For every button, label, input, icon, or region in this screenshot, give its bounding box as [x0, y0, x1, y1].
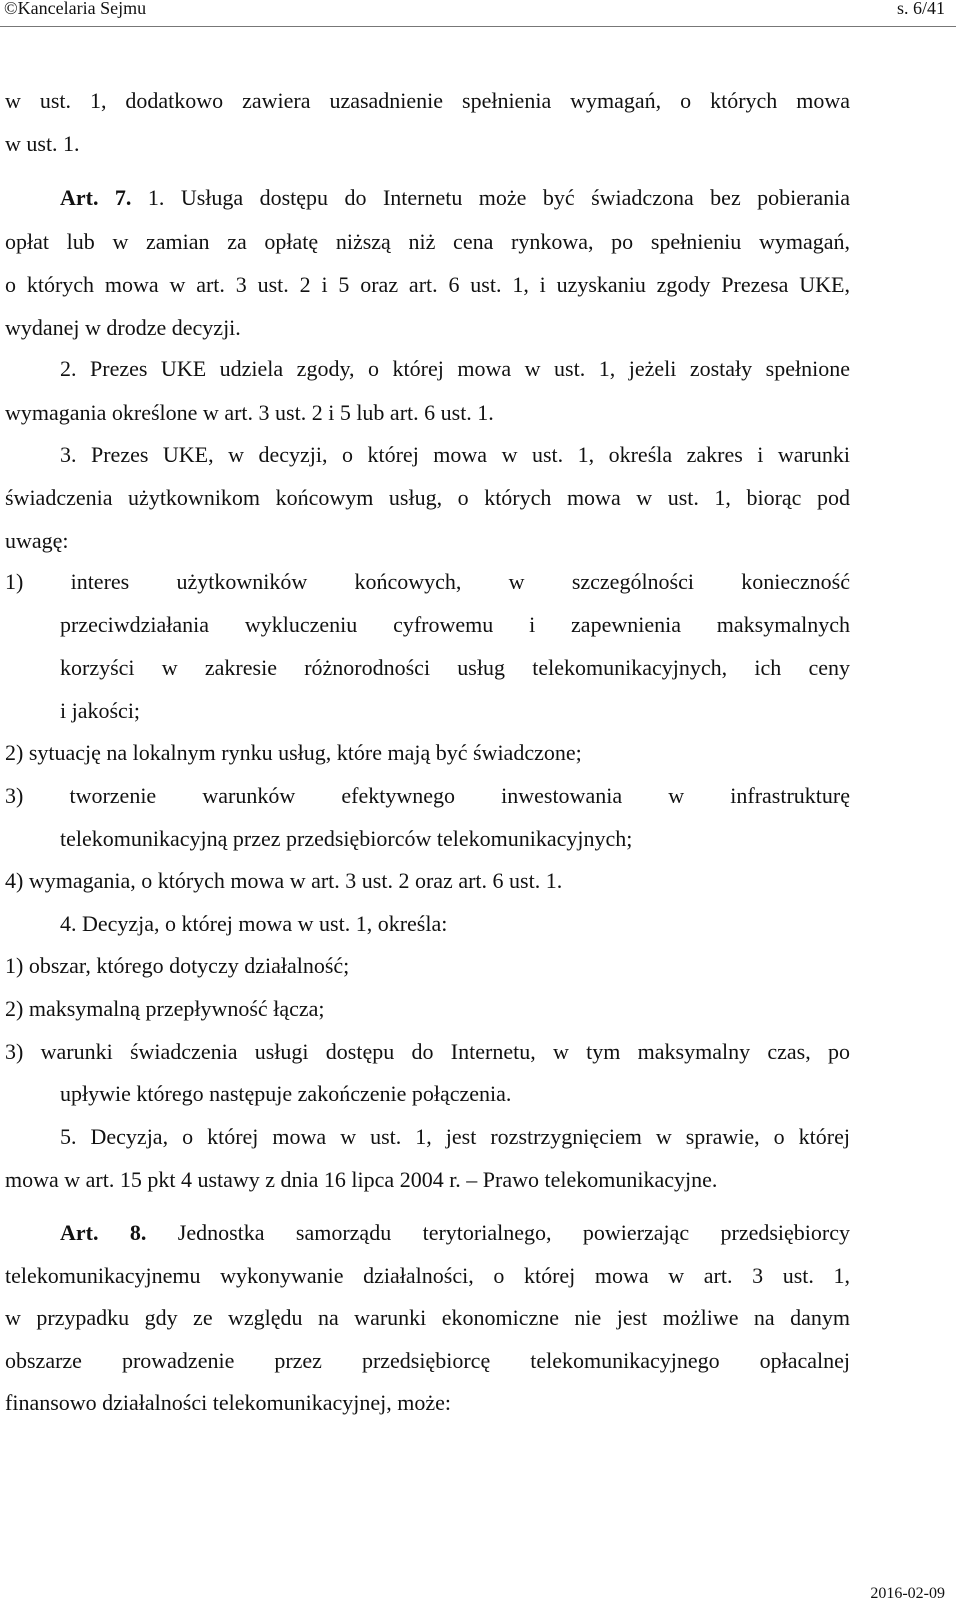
article-7-heading: Art. 7. 1. Usługa dostępu do Internetu może być świadczona bez pobierania [60, 185, 850, 210]
text-line: 3. Prezes UKE, w decyzji, o której mowa w ust. 1, określa zakres i warunki [60, 442, 850, 467]
list-item-continuation: telekomunikacyjną przez przedsiębiorców telekomunikacyjnych; [60, 826, 633, 851]
text-line: w ust. 1, dodatkowo zawiera uzasadnienie spełnienia wymagań, o których mowa [5, 88, 850, 113]
page-number: s. 6/41 [896, 0, 945, 18]
text-line: w przypadku gdy ze względu na warunki ekonomiczne nie jest możliwe na danym [5, 1305, 850, 1330]
article-number: Art. 8. [60, 1220, 147, 1245]
text-line: finansowo działalności telekomunikacyjnej, może: [5, 1390, 451, 1415]
footer-date: 2016-02-09 [870, 1585, 945, 1602]
text-line: uwagę: [5, 528, 69, 553]
list-item: 3) tworzenie warunków efektywnego inwestowania w infrastrukturę [5, 783, 850, 808]
list-item-continuation: i jakości; [60, 698, 141, 723]
text-line: w ust. 1. [5, 131, 80, 156]
list-item-continuation: korzyści w zakresie różnorodności usług telekomunikacyjnych, ich ceny [60, 655, 850, 680]
list-item: 1) interes użytkowników końcowych, w szczególności konieczność [5, 569, 850, 594]
article-8-heading: Art. 8. Jednostka samorządu terytorialnego, powierzając przedsiębiorcy [60, 1220, 851, 1245]
list-item: 3) warunki świadczenia usługi dostępu do Internetu, w tym maksymalny czas, po [5, 1039, 850, 1064]
text-line: 4. Decyzja, o której mowa w ust. 1, określa: [60, 911, 448, 936]
text-line: opłat lub w zamian za opłatę niższą niż cena rynkowa, po spełnieniu wymagań, [5, 229, 850, 254]
text-line: telekomunikacyjnemu wykonywanie działalności, o której mowa w art. 3 ust. 1, [5, 1263, 850, 1288]
text-line: obszarze prowadzenie przez przedsiębiorcę telekomunikacyjnego opłacalnej [5, 1348, 850, 1373]
copyright-label: ©Kancelaria Sejmu [4, 0, 147, 18]
text-line: o których mowa w art. 3 ust. 2 i 5 oraz art. 6 ust. 1, i uzyskaniu zgody Prezesa UKE, [5, 272, 850, 297]
text-line: mowa w art. 15 pkt 4 ustawy z dnia 16 lipca 2004 r. – Prawo telekomunikacyjne. [5, 1167, 718, 1192]
text-line: 2. Prezes UKE udziela zgody, o której mowa w ust. 1, jeżeli zostały spełnione [60, 356, 850, 381]
text-line: wydanej w drodze decyzji. [5, 315, 241, 340]
list-item-continuation: przeciwdziałania wykluczeniu cyfrowemu i zapewnienia maksymalnych [60, 612, 850, 637]
list-item: 2) sytuację na lokalnym rynku usług, które mają być świadczone; [5, 740, 582, 765]
text-line: wymagania określone w art. 3 ust. 2 i 5 lub art. 6 ust. 1. [5, 400, 494, 425]
text-line: świadczenia użytkownikom końcowym usług, o których mowa w ust. 1, biorąc pod [5, 485, 850, 510]
page-header [0, 0, 960, 26]
list-item: 2) maksymalną przepływność łącza; [5, 996, 325, 1021]
text-line: 5. Decyzja, o której mowa w ust. 1, jest rozstrzygnięciem w sprawie, o której [60, 1124, 850, 1149]
article-number: Art. 7. [60, 185, 132, 210]
list-item-continuation: upływie którego następuje zakończenie połączenia. [60, 1081, 512, 1106]
list-item: 1) obszar, którego dotyczy działalność; [5, 953, 350, 978]
header-divider [0, 26, 956, 27]
list-item: 4) wymagania, o których mowa w art. 3 ust. 2 oraz art. 6 ust. 1. [5, 868, 563, 893]
